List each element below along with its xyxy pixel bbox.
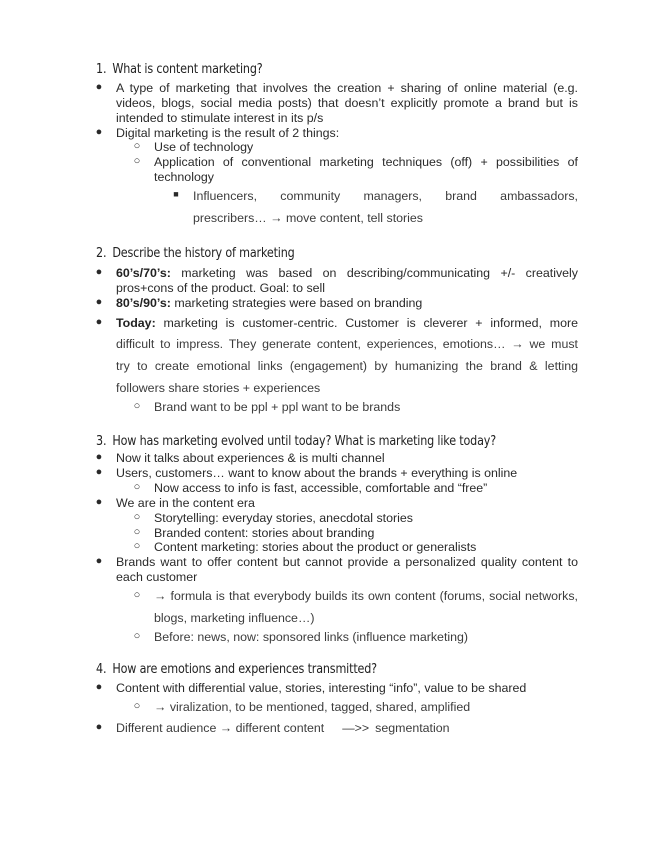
paragraph-line: A type of marketing that involves the creation + sharing of online material (e.g. xyxy=(116,81,578,95)
paragraph-text: marketing strategies were based on branding xyxy=(170,296,423,310)
paragraph-line: prescribers… → move content, tell stories xyxy=(193,211,423,225)
paragraph-line: blogs, marketing influence…) xyxy=(154,611,315,625)
bullet-icon: ● xyxy=(95,296,103,308)
circle-bullet-icon: ○ xyxy=(133,540,141,552)
question-number: 1. xyxy=(96,62,107,77)
paragraph-text: segmentation xyxy=(375,721,450,735)
paragraph-line: Content with differential value, stories, interesting “info”, value to be shared xyxy=(116,681,527,695)
bullet-icon: ● xyxy=(95,721,103,733)
paragraph-text: Different audience → different content xyxy=(116,721,325,735)
bullet-icon: ● xyxy=(95,681,103,693)
bullet-icon: ● xyxy=(95,466,103,478)
paragraph-text: marketing was based on describing/communicating +/- creatively xyxy=(170,266,578,280)
circle-bullet-icon: ○ xyxy=(133,155,141,167)
paragraph-line: followers share stories + experiences xyxy=(116,381,321,395)
question-title: How are emotions and experiences transmitted? xyxy=(112,662,377,677)
paragraph-line: Branded content: stories about branding xyxy=(154,526,375,540)
question-4-heading xyxy=(96,662,377,677)
paragraph-line: each customer xyxy=(116,570,198,584)
circle-bullet-icon: ○ xyxy=(133,526,141,538)
paragraph-line xyxy=(116,316,578,331)
circle-bullet-icon: ○ xyxy=(133,481,141,493)
paragraph-line: Use of technology xyxy=(154,140,254,154)
circle-bullet-icon: ○ xyxy=(133,140,141,152)
paragraph-line: Now access to info is fast, accessible, comfortable and “free” xyxy=(154,481,488,495)
double-arrow-icon: —>> xyxy=(342,721,370,735)
question-number: 4. xyxy=(96,662,107,677)
paragraph-line: → viralization, to be mentioned, tagged, shared, amplified xyxy=(154,700,471,714)
circle-bullet-icon: ○ xyxy=(133,700,141,712)
question-2-heading xyxy=(96,246,295,261)
bullet-icon: ● xyxy=(95,126,103,138)
bold-label: Today: xyxy=(116,316,156,330)
question-title: How has marketing evolved until today? What is marketing like today? xyxy=(112,434,496,449)
paragraph-line xyxy=(116,721,450,736)
paragraph-line: Brands want to offer content but cannot provide a personalized quality content to xyxy=(116,555,578,569)
paragraph-line: pros+cons of the product. Goal: to sell xyxy=(116,281,326,295)
question-title: What is content marketing? xyxy=(112,62,263,77)
paragraph-line: difficult to impress. They generate content, experiences, emotions… → we must xyxy=(116,337,578,351)
circle-bullet-icon: ○ xyxy=(133,400,141,412)
paragraph-line: Before: news, now: sponsored links (influence marketing) xyxy=(154,630,469,644)
bullet-icon: ● xyxy=(95,81,103,93)
bold-label: 80’s/90’s: xyxy=(116,296,171,310)
paragraph-line: We are in the content era xyxy=(116,496,255,510)
paragraph-line: videos, blogs, social media posts) that doesn’t explicitly promote a brand but is xyxy=(116,96,578,110)
paragraph-line: Storytelling: everyday stories, anecdotal stories xyxy=(154,511,413,525)
paragraph-line: try to create emotional links (engagement) by humanizing the brand & letting xyxy=(116,359,578,373)
bullet-icon: ● xyxy=(95,451,103,463)
paragraph-line: Content marketing: stories about the product or generalists xyxy=(154,540,477,554)
paragraph-line xyxy=(116,266,578,281)
square-bullet-icon: ■ xyxy=(173,189,179,199)
paragraph-text: marketing is customer-centric. Customer is cleverer + informed, more xyxy=(155,316,578,330)
paragraph-line: → formula is that everybody builds its own content (forums, social networks, xyxy=(154,589,578,603)
question-1-heading xyxy=(96,62,263,77)
bullet-icon: ● xyxy=(95,266,103,278)
paragraph-line: Digital marketing is the result of 2 things: xyxy=(116,126,340,140)
paragraph-line: Influencers, community managers, brand ambassadors, xyxy=(193,189,578,203)
paragraph-line xyxy=(116,296,422,311)
paragraph-line: technology xyxy=(154,170,214,184)
question-number: 2. xyxy=(96,246,107,261)
question-number: 3. xyxy=(96,434,107,449)
paragraph-line: Brand want to be ppl + ppl want to be brands xyxy=(154,400,401,414)
paragraph-line: Now it talks about experiences & is multi channel xyxy=(116,451,385,465)
circle-bullet-icon: ○ xyxy=(133,589,141,601)
question-3-heading xyxy=(96,434,496,449)
paragraph-line: Application of conventional marketing techniques (off) + possibilities of xyxy=(154,155,578,169)
bullet-icon: ● xyxy=(95,316,103,328)
paragraph-line: Users, customers… want to know about the brands + everything is online xyxy=(116,466,518,480)
paragraph-line: intended to stimulate interest in its p/s xyxy=(116,111,324,125)
question-title: Describe the history of marketing xyxy=(112,246,295,261)
bullet-icon: ● xyxy=(95,555,103,567)
circle-bullet-icon: ○ xyxy=(133,511,141,523)
circle-bullet-icon: ○ xyxy=(133,630,141,642)
bold-label: 60’s/70’s: xyxy=(116,266,171,280)
bullet-icon: ● xyxy=(95,496,103,508)
